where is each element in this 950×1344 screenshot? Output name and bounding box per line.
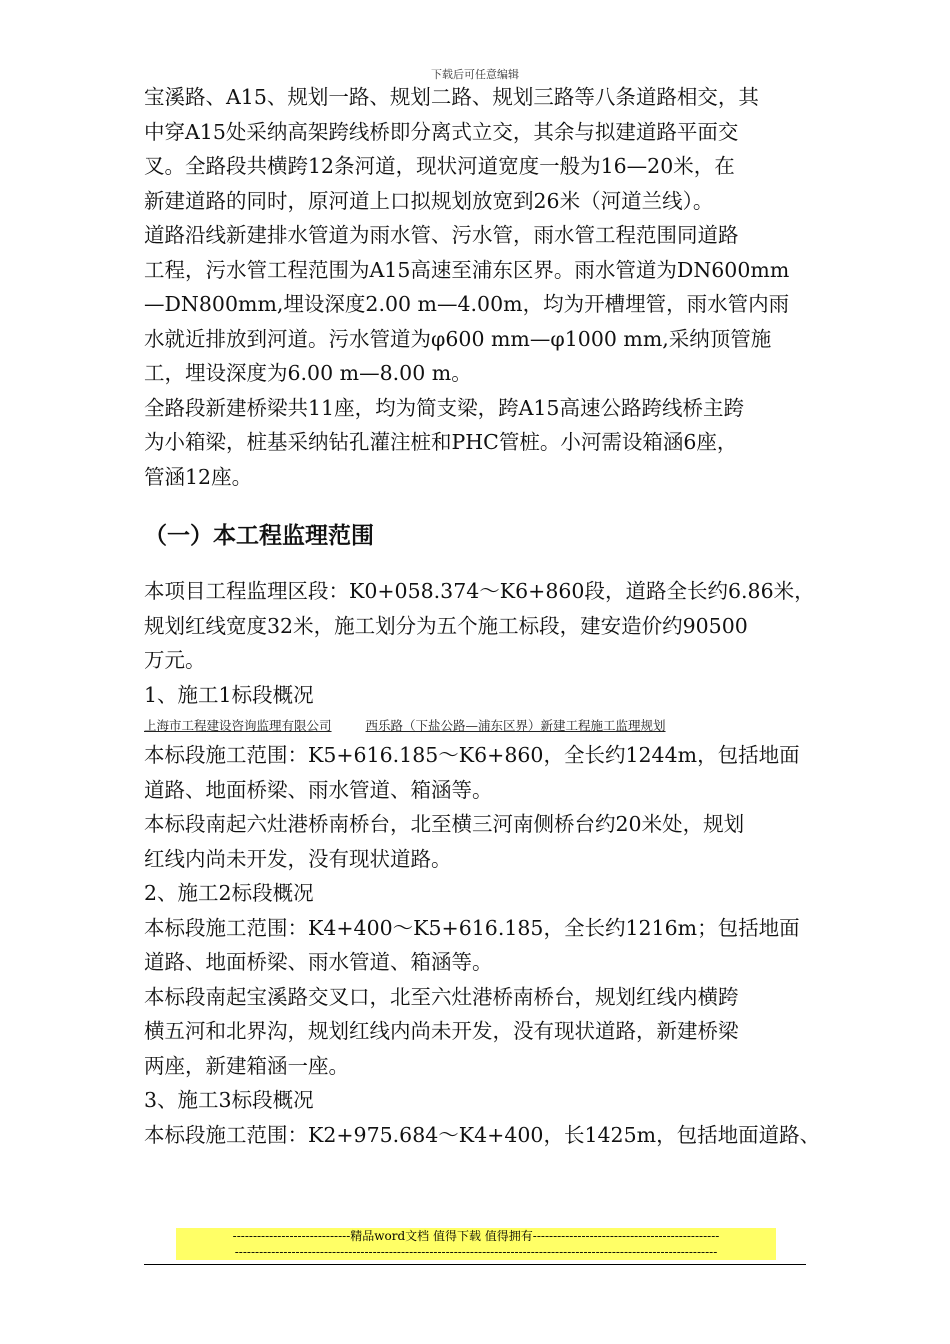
body-line: 道路、地面桥梁、雨水管道、箱涵等。	[144, 777, 493, 802]
body-line: 规划红线宽度32米，施工划分为五个施工标段，建安造价约90500	[144, 613, 748, 638]
body-line: 横五河和北界沟，规划红线内尚未开发，没有现状道路，新建桥梁	[144, 1019, 739, 1043]
scope-paragraphs	[144, 574, 814, 712]
footer-line: -----------------------------精品word文档 值得下载 值得拥有----------------------------------------------	[232, 1229, 720, 1243]
body-line: 叉。全路段共横跨12条河道，现状河道宽度一般为16—20米，在	[144, 154, 735, 178]
footer-banner	[176, 1228, 776, 1260]
project-title: 西乐路（下盐公路—浦东区界）新建工程施工监理规划	[365, 718, 666, 733]
running-header	[144, 716, 814, 738]
body-line: 本标段施工范围：K5+616.185～K6+860，全长约1244m，包括地面	[144, 743, 800, 767]
company-name: 上海市工程建设咨询监理有限公司	[144, 718, 332, 733]
body-line: 水就近排放到河道。污水管道为φ600 mm—φ1000 mm,采纳顶管施	[144, 326, 772, 351]
footer-rule	[144, 1264, 806, 1265]
body-line: 道路沿线新建排水管道为雨水管、污水管，雨水管工程范围同道路	[144, 223, 739, 247]
body-line: —DN800mm,埋设深度2.00 m—4.00m，均为开槽埋管，雨水管内雨	[144, 292, 790, 316]
subsection-title: 3、施工3标段概况	[144, 1088, 314, 1112]
footer-line: -----------------------------------------------------------------------------------------------------------------------	[234, 1245, 718, 1259]
body-line: 道路、地面桥梁、雨水管道、箱涵等。	[144, 950, 493, 974]
body-line: 管涵12座。	[144, 464, 253, 489]
body-line: 中穿A15处采纳高架跨线桥即分离式立交，其余与拟建道路平面交	[144, 119, 739, 144]
body-line: 本标段施工范围：K2+975.684～K4+400，长1425m，包括地面道路、	[144, 1122, 821, 1147]
body-line: 新建道路的同时，原河道上口拟规划放宽到26米（河道兰线）。	[144, 188, 714, 213]
body-line: 宝溪路、A15、规划一路、规划二路、规划三路等八条道路相交，其	[144, 85, 759, 109]
document-body	[144, 80, 821, 1152]
subsection-title: 2、施工2标段概况	[144, 881, 314, 905]
body-line: 工，埋设深度为6.00 m—8.00 m。	[144, 361, 472, 385]
body-line: 本标段南起宝溪路交叉口，北至六灶港桥南桥台，规划红线内横跨	[144, 984, 739, 1009]
body-line: 本项目工程监理区段：K0+058.374～K6+860段，道路全长约6.86米，	[144, 579, 815, 603]
body-line: 为小箱梁，桩基采纳钻孔灌注桩和PHC管桩。小河需设箱涵6座，	[144, 430, 738, 454]
section-heading: （一）本工程监理范围	[144, 523, 374, 549]
body-line: 工程，污水管工程范围为A15高速至浦东区界。雨水管道为DN600mm	[144, 257, 790, 282]
body-line: 本标段施工范围：K4+400～K5+616.185，全长约1216m；包括地面	[144, 915, 800, 940]
body-line: 红线内尚未开发，没有现状道路。	[144, 846, 452, 871]
body-line: 全路段新建桥梁共11座，均为简支梁，跨A15高速公路跨线桥主跨	[144, 395, 744, 420]
intro-paragraphs	[144, 80, 814, 494]
download-note: 下载后可任意编辑	[431, 68, 519, 81]
section-paragraphs	[144, 738, 821, 1152]
body-line: 万元。	[144, 648, 206, 672]
body-line: 本标段南起六灶港桥南桥台，北至横三河南侧桥台约20米处，规划	[144, 812, 745, 836]
body-line: 两座，新建箱涵一座。	[144, 1053, 349, 1078]
subsection-title: 1、施工1标段概况	[144, 682, 314, 707]
